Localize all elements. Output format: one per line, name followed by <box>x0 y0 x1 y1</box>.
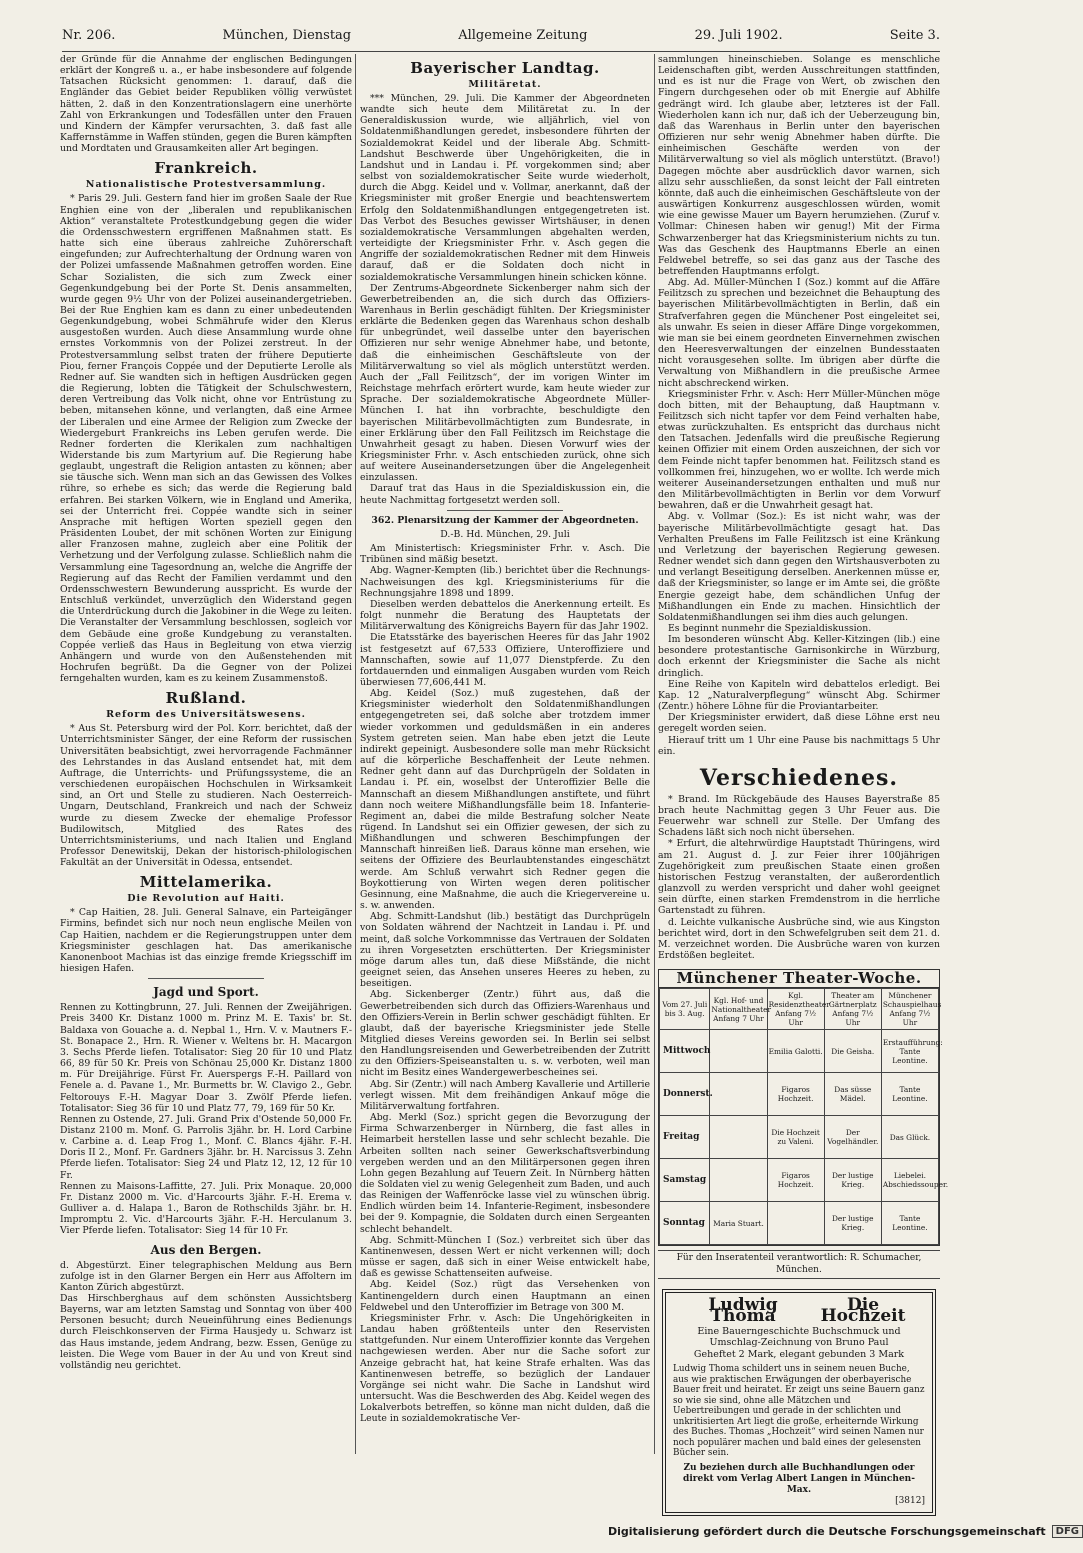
article-text: d. Abgestürzt. Einer telegraphischen Meldung aus Bern zufolge ist in den Glarner Bergen ein Herr aus Affoltern im Kanton Zürich abgestürzt. <box>60 1259 352 1293</box>
article-text: Kriegsminister Frhr. v. Asch: Herr Müller-München möge doch bitten, mit der Behauptung, daß Hauptmann v. Feilitzsch sich nicht tapfer vor dem Feind verhalten habe, etwas zurückzuhalten. Es entspricht das durchaus nicht den Tatsachen. Jedenfalls wird die preußische Regierung keinen Offizier mit einem Orden auszeichnen, der sich vor dem Feinde nicht tapfer benommen hat. Feilitzsch stand es vollkommen frei, hinzugehen, wo er wollte. Ich werde mich weiterer Auseinandersetzungen enthalten und muß nur den Militärbevollmächtigten in Berlin vor dem Vorwurf bewahren, daß er die Unwahrheit gesagt hat. <box>658 388 940 512</box>
issue-number: Nr. 206. <box>62 28 116 43</box>
article-subheading: Militäretat. <box>468 79 542 90</box>
credit-text: Digitalisierung gefördert durch die Deutsche Forschungsgemeinschaft <box>608 1525 1046 1538</box>
theater-cell: Figaros Hochzeit. <box>767 1159 824 1202</box>
section-heading: Verschiedenes. <box>699 764 899 791</box>
article-text: Eine Reihe von Kapiteln wird debattelos erledigt. Bei Kap. 12 „Naturalverpflegung“ wünscht Abg. Schirmer (Zentr.) höhere Löhne für die Proviantarbeiter. <box>658 678 940 713</box>
article-text: Im besonderen wünscht Abg. Keller-Kitzingen (lib.) eine besondere protestantische Garnisonkirche in Würzburg, doch erkennt der Kriegsminister die Sache als nicht dringlich. <box>658 634 940 679</box>
article-text: Der Zentrums-Abgeordnete Sickenberger nahm sich der Gewerbetreibenden an, die sich durch das Offiziers-Warenhaus in Berlin geschädigt fühlten. Der Kriegsminister erklärte die Bedenken gegen das Warenhaus schon deshalb für unbegründet, weil dasselbe unter den bayerischen Offizieren nur sehr wenige Abnehmer habe, und betonte, daß die einheimischen Geschäftsleute von der Militärverwaltung so viel als möglich unterstützt werden. Auch der „Fall Feilitzsch“, der im vorigen Winter im Reichstage mehrfach erörtert wurde, kam heute wieder zur Sprache. Der sozialdemokratische Abgeordnete Müller-München I. hat ihn vorbrachte, beschuldigte den bayerischen Militärbevollmächtigten zum Bundesrate, in einer Erklärung über den Fall Feilitzsch im Reichstage die Unwahrheit gesagt zu haben. Diesen Vorwurf wies der Kriegsminister Frhr. v. Asch entschieden zurück, ohne sich auf weitere Auseinandersetzungen über die Angelegenheit einzulassen. <box>360 282 650 484</box>
theater-cell <box>710 1073 767 1116</box>
theater-cell: Tante Leontine. <box>881 1202 938 1245</box>
column-1 <box>60 54 352 1453</box>
article-text: Der Kriegsminister erwidert, daß diese Löhne erst neu geregelt worden seien. <box>658 712 940 735</box>
page-number: Seite 3. <box>889 28 940 43</box>
article-text: * Aus St. Petersburg wird der Pol. Korr. berichtet, daß der Unterrichtsminister Sänger, der eine Reform der russischen Universitäten beabsichtigt, zwei hervorragende Fachmänner des Lehrstandes in das Ausland entsendet hat, mit dem Auftrage, die Unterrichts- und Prüfungssysteme, die an verschiedenen europäischen Hochschulen in Wirksamkeit sind, an Ort und Stelle zu studieren. Nach Oesterreich-Ungarn, Deutschland, Frankreich und nach der Schweiz wurde zu diesem Zwecke der ehemalige Professor Budilowitsch, Mitglied des Rates des Unterrichtsministeriums, und nach Italien und England Professor Denewitskij, Dekan der historisch-philologischen Fakultät an der Universität in Odessa, entsendet. <box>60 723 352 869</box>
section-heading: Bayerischer Landtag. <box>410 59 600 77</box>
article-text: Abg. Merkl (Soz.) spricht gegen die Bevorzugung der Firma Schwarzenberger in Nürnberg, die fast alles in Heimarbeit herstellen lasse und sehr schlecht bezahle. Die Arbeiten sollten nach seiner Gewerkschaftsverbindung vergeben werden und an den Militärpersonen gegen ihren Lohn gegen Bezahlung auf Teuern Zeit. In Nürnberg hätten die Soldaten viel zu wenig Gelegenheit zum Baden, und auch das Reinigen der Waffenröcke lasse viel zu wünschen übrig. Endlich würden beim 14. Infanterie-Regiment, insbesondere bei der 9. Kompagnie, die Soldaten durch einen Sergeanten schlecht behandelt. <box>360 1112 650 1235</box>
theater-row <box>660 1073 939 1116</box>
race-report: Rennen zu Kottingbrunn, 27. Juli. Rennen der Zweijährigen. Preis 3400 Kr. Distanz 1000 m. Prinz M. E. Taxis' br. St. Baldaxa von Gouache a. d. Nepbal 1., Hrn. V. v. Mautners F.-St. Bonapace 2., Hrn. R. Wiener v. Weltens br. H. Macargon 3. Sechs Pferde liefen. Totalisator: Sieg 20 für 10 und Platz 66, 89 für 50 Kr. Preis von Schönau 25,000 Kr. Distanz 1800 m. Für Dreijährige. Fürst Fr. Auerspergs F.-H. Paillard von Fenele a. d. Pavane 1., Mr. Burmetts br. W. Clavigo 2., Gebr. Feltorouys F.-H. Magyar Doar 3. Zwölf Pferde liefen. Totalisator: Sieg 36 für 10 und Platz 77, 79, 169 für 50 Kr. <box>60 1002 352 1114</box>
theater-header-cell: Kgl. Residenztheater Anfang 7½ Uhr <box>767 989 824 1030</box>
column-3 <box>658 54 949 1506</box>
theater-cell: Der lustige Krieg. <box>824 1159 881 1202</box>
theater-cell <box>710 1030 767 1073</box>
ad-title: Die Hochzeit <box>820 1294 906 1326</box>
theater-cell: Maria Stuart. <box>710 1202 767 1245</box>
theater-table <box>659 988 949 1245</box>
article-subheading: Nationalistische Protestversammlung. <box>85 179 327 191</box>
theater-day: Sonntag <box>660 1202 710 1245</box>
sitting-title: 362. Plenarsitzung der Kammer der Abgeordneten. <box>371 514 639 526</box>
article-text: Abg. Sickenberger (Zentr.) führt aus, daß die Gewerbetreibenden sich durch das Offiziers-Warenhaus und den Offiziers-Verein in Berlin schwer geschädigt fühlten. Er glaubt, daß der bayerische Kriegsminister jede Stelle Mitglied dieses Vereins geworden sei. In Berlin sei selbst den Handlungsreisenden und Gewerbetreibenden der Zutritt zu den Offiziers-Speiseanstalten u. s. w. verboten, weil man nicht im Besitz eines Wandergewerbescheines sei. <box>360 989 650 1079</box>
digitization-credit <box>608 1525 1083 1538</box>
ad-code: [3812] <box>895 1495 925 1506</box>
theater-row <box>660 1159 939 1202</box>
theater-cell: Liebelei. Abschiedssouper. <box>881 1159 938 1202</box>
ad-author: Ludwig Thoma <box>708 1294 778 1326</box>
section-heading: Rußland. <box>165 689 247 708</box>
ad-publisher: Zu beziehen durch alle Buchhandlungen oder direkt vom Verlag Albert Langen in München-Max. <box>683 1462 915 1495</box>
theater-week-box <box>658 969 949 1246</box>
sport-section <box>60 985 352 1371</box>
article-text: Dieselben werden debattelos die Anerkennung erteilt. Es folgt nunmehr die Beratung des Hauptetats der Militärverwaltung des Königreichs Bayern für das Jahr 1902. <box>360 598 650 633</box>
article-text: * Paris 29. Juli. Gestern fand hier im großen Saale der Rue Enghien eine von der „liberalen und republikanischen Aktion“ veranstaltete Protestkundgebung gegen die wider die Ordensschwestern ergriffenen Maßnahmen statt. Es hatte sich eine überaus zahlreiche Zuhörerschaft eingefunden; zur Aufrechterhaltung der Ordnung waren von der Polizei umfassende Maßnahmen getroffen worden. Eine Schar Sozialisten, die sich zum Zweck einer Gegenkundgebung bei der Porte St. Denis ansammelten, wurde gegen 9½ Uhr von der Polizei auseinandergetrieben. Bei der Rue Enghien kam es dann zu einer unbedeutenden Gegenkundgebung, wobei Schmährufe wider den Klerus ausgestoßen wurden. Auch diese Ansammlung wurde ohne ernstes Vorkommnis von der Polizei zerstreut. In der Protestversammlung selbst traten der frühere Deputierte Piou, ferner François Coppée und der Deputierte Lerolle als Redner auf. Sie wandten sich in heftigen Ausdrücken gegen die Regierung, lobten die Tätigkeit der Schulschwestern, deren Vertreibung das Volk nicht, ohne vor Entrüstung zu beben, mitansehen könne, und verlangten, daß eine Armee der Liberalen und eine Armee der Religion zum Zwecke der Wiedergeburt Frankreichs ins Leben gerufen werde. Die Redner forderten die Klerikalen zum nachhaltigen Widerstande bis zum Martyrium auf. Die Regierung habe geglaubt, ungestraft die Religion antasten zu können; aber sie täusche sich. Wenn man sich an das Gewissen des Volkes rühre, so erhebe es sich; das werde die Regierung bald erfahren. Bei starken Völkern, wie in England und Amerika, sei der Unterricht frei. Coppée wandte sich in seiner Ansprache mit heftigen Worten speziell gegen den Präsidenten Loubet, der mit schönen Worten zur Einigung aller Franzosen mahne, zugleich aber eine Politik der Verhetzung und der Verfolgung zulasse. Schließlich nahm die Versammlung eine Tagesordnung an, welche die Angriffe der Regierung auf das Recht der Familien verdammt und den Ordensschwestern Bewunderung ausspricht. Es wurde der Entschluß verkündet, unverzüglich den Widerstand gegen die Unterdrückung durch die Jakobiner in die Wege zu leiten. Die Veranstalter der Versammlung beschlossen, sogleich vor dem Gebäude eine große Kundgebung zu veranstalten. Coppée verließ das Haus in Begleitung von etwa vierzig Anhängern und wurde von den Außenstehenden mit Hochrufen begrüßt. Da die Gegner von der Polizei ferngehalten wurden, kam es zu keinem Zusammenstoß. <box>60 193 352 685</box>
dateline: D.-B. Hd. München, 29. Juli <box>440 528 570 540</box>
theater-cell: Figaros Hochzeit. <box>767 1073 824 1116</box>
ad-body: Ludwig Thoma schildert uns in seinem neuen Buche, aus wie praktischen Erwägungen der oberbayerische Bauer freit und heiratet. Er zeigt uns seine Bauern ganz so wie sie sind, ohne alle Mätzchen und Uebertreibungen und gerade in der schlichten und unkritisierten Art liegt die große, erheiternde Wirkung des Buches. Thomas „Hochzeit“ wird seinen Namen nur noch populärer machen und bald eines der gelesensten Bücher sein. <box>673 1364 925 1459</box>
theater-row <box>660 1202 939 1245</box>
article-text: Am Ministertisch: Kriegsminister Frhr. v. Asch. Die Tribünen sind mäßig besetzt. <box>360 543 650 566</box>
article-text: *** München, 29. Juli. Die Kammer der Abgeordneten wandte sich heute dem Militäretat zu. In der Generaldiskussion wurde, wie alljährlich, viel von Soldatenmißhandlungen geredet, insbesondere führten der Sozialdemokrat Keidel und der liberale Abg. Schmitt-Landshut Beschwerde über Ungehörigkeiten, die in Landshut und in Landau i. Pf. vorgekommen sind; aber selbst von sozialdemokratischer Seite wurde wiederholt, durch die Abgg. Keidel und v. Vollmar, anerkannt, daß der Kriegsminister mit großer Energie und beachtenswertem Erfolg den Soldatenmißhandlungen entgegengetreten ist. Das Verbot des Besuches gewisser Wirtshäuser, in denen sozialdemokratische Versammlungen abgehalten werden, verteidigte der Kriegsminister Frhr. v. Asch gegen die Angriffe der sozialdemokratischen Redner mit dem Hinweis darauf, daß er die Soldaten doch nicht in sozialdemokratische Versammlungen hinein schicken könne. <box>360 93 650 283</box>
theater-cell: Der lustige Krieg. <box>824 1202 881 1245</box>
article-text: sammlungen hineinschieben. Solange es menschliche Leidenschaften gibt, werden Ausschreitungen stattfinden, und es ist nur die Frage von Wert, ob zwischen den Fingern durchgesehen oder ob mit Energie auf Abhilfe gedrängt wird. Ich glaube aber, letzteres ist der Fall. Wiederholen kann ich nur, daß ich der Ueberzeugung bin, daß das Warenhaus in Berlin unter den bayerischen Offizieren nur sehr wenig Abnehmer haben dürfte. Die einheimischen Geschäfte werden von der Militärverwaltung so viel als möglich unterstützt. (Bravo!) Dagegen möchte aber ausdrücklich davor warnen, sich allzu sehr ausschließen, da sonst leicht der Fall eintreten könnte, daß auch die einheimischen Geschäftsleute von der auswärtigen Konkurrenz ausgeschlossen würden, womit wie eine gewisse Mauer um Bayern herumziehen. (Zuruf v. Vollmar: Chinesen haben wir genug!) Mit der Firma Schwarzenberger hat das Kriegsministerium nichts zu tun. Was das Geschenk des Hauptmanns Eberle an einen Feldwebel betreffe, so sei das ganz aus der Tasche des betreffenden Hauptmanns erfolgt. <box>658 54 940 277</box>
theater-day: Mittwoch <box>660 1030 710 1073</box>
theater-header-cell: Münchener Schauspielhaus Anfang 7½ Uhr <box>881 989 938 1030</box>
theater-header-cell: Theater am Gärtnerplatz Anfang 7½ Uhr <box>824 989 881 1030</box>
theater-day: Donnerst. <box>660 1073 710 1116</box>
section-heading: Frankreich. <box>154 159 258 178</box>
theater-header-row <box>660 989 939 1030</box>
theater-cell <box>710 1116 767 1159</box>
section-heading: Aus den Bergen. <box>150 1242 262 1257</box>
book-advertisement <box>662 1289 936 1516</box>
article-text: Abg. Keidel (Soz.) rügt das Versehenken von Kantinengeldern durch einen Hauptmann an einen Feldwebel und den Unteroffizier im Betrage von 300 M. <box>360 1279 650 1313</box>
ad-header <box>673 1294 925 1326</box>
issue-date: 29. Juli 1902. <box>694 28 783 43</box>
article-text: Abg. v. Vollmar (Soz.): Es ist nicht wahr, was der bayerische Militärbevollmächtigte gesagt hat. Das Verhalten Preußens im Falle Feilitzsch ist eine Kränkung und Verletzung der bayerischen Regierung gewesen. Redner wendet sich dann gegen den Wirtshausverboten zu und verlangt Beseitigung derselben. Anerkennen müsse er, daß der Kriegsminister, so lange er im Amte sei, die größte Energie gezeigt habe, dem schändlichen Unfug der Mißhandlungen ein Ende zu machen. Hinsichtlich der Soldatenmißhandlungen sei ihm dies auch gelungen. <box>658 511 940 623</box>
article-text: Hierauf tritt um 1 Uhr eine Pause bis nachmittags 5 Uhr ein. <box>658 734 940 757</box>
column-rule <box>355 54 356 1454</box>
section-heading: Mittelamerika. <box>139 873 273 892</box>
theater-cell: Das Glück. <box>881 1116 938 1159</box>
column-rule <box>654 54 655 1454</box>
theater-cell: Der Vogelhändler. <box>824 1116 881 1159</box>
article-text: * Cap Haitien, 28. Juli. General Salnave, ein Parteigänger Firmins, befindet sich nur noch neun englische Meilen von Cap Haitien, nachdem er die Regierungstruppen unter dem Kriegsminister geschlagen hat. Das amerikanische Kanonenboot Machias ist das einzige fremde Kriegsschiff im hiesigen Hafen. <box>60 907 352 975</box>
responsible-notice: Für den Inseratenteil verantwortlich: R. Schumacher, München. <box>658 1250 940 1278</box>
separator <box>447 510 563 511</box>
article-text: Kriegsminister Frhr. v. Asch: Die Ungehörigkeiten in Landau haben größtenteils unter den Reservisten stattgefunden. Nur einem Unteroffizier konnte das Vergehen nachgewiesen werden. Aber nur die Sache sofort zur Anzeige gebracht hat, hat keine Strafe erhalten. Was das Kantinenwesen betreffe, so bezüglich der Landauer Vorgänge sei nicht wahr. Die Sache in Landshut wird untersucht. Was die Beschwerden des Abg. Keidel wegen des Lokalverbots betreffen, so könne man nicht dulden, daß die Leute in sozialdemokratische Ver- <box>360 1312 650 1425</box>
column-2 <box>360 54 650 1453</box>
article-text: Abg. Sir (Zentr.) will nach Amberg Kavallerie und Artillerie verlegt wissen. Mit dem freihändigen Ankauf möge die Militärverwaltung fortfahren. <box>360 1078 650 1112</box>
dfg-logo-icon: DFG <box>1052 1525 1083 1538</box>
article-text: * Brand. Im Rückgebäude des Hauses Bayerstraße 85 brach heute Nachmittag gegen 3 Uhr Feuer aus. Die Feuerwehr war schnell zur Stelle. Der Umfang des Schadens läßt sich noch nicht übersehen. <box>658 793 940 839</box>
separator <box>148 978 265 979</box>
theater-cell: Erstaufführung: Tante Leontine. <box>881 1030 938 1073</box>
theater-header-cell: Vom 27. Juli bis 3. Aug. <box>660 989 710 1030</box>
theater-cell: Die Geisha. <box>824 1030 881 1073</box>
article-text: Die Etatsstärke des bayerischen Heeres für das Jahr 1902 ist festgesetzt auf 67,533 Offiziere, Unteroffiziere und Mannschaften, sowie auf 11,077 Dienstpferde. Zu den fortdauernden und einmaligen Ausgaben wurden vom Reich überwiesen 77,606,441 M. <box>360 632 650 688</box>
article-text: d. Leichte vulkanische Ausbrüche sind, wie aus Kingston berichtet wird, dort in den Schwefelgruben seit dem 21. d. M. verzeichnet worden. Die Ausbrüche waren von kurzen Erdstößen begleitet. <box>658 916 940 962</box>
theater-day: Samstag <box>660 1159 710 1202</box>
theater-day: Freitag <box>660 1116 710 1159</box>
page-header <box>62 28 940 52</box>
article-text: Abg. Wagner-Kempten (lib.) berichtet über die Rechnungs-Nachweisungen des kgl. Kriegsministeriums für die Rechnungsjahre 1898 und 1899. <box>360 565 650 599</box>
ad-price: Geheftet 2 Mark, elegant gebunden 3 Mark <box>693 1348 905 1360</box>
paper-title: Allgemeine Zeitung <box>458 28 588 43</box>
article-text: Es beginnt nunmehr die Spezialdiskussion. <box>668 622 872 634</box>
article-text: Abg. Schmitt-München I (Soz.) verbreitet sich über das Kantinenwesen, dessen Wert er nicht verkennen will; doch müsse er sagen, daß sich in einer Weise entwickelt habe, daß es gewisse Schattenseiten aufweise. <box>360 1234 650 1280</box>
theater-cell: Tante Leontine. <box>881 1073 938 1116</box>
theater-cell: Emilia Galotti. <box>767 1030 824 1073</box>
article-text: Abg. Keidel (Soz.) muß zugestehen, daß der Kriegsminister wiederholt den Soldatenmißhandlungen entgegengetreten sei, daß solche aber trotzdem immer wieder vorkommen und geduldsmäßen in ein anderes System getreten seien. Man habe eben jetzt die Leute indirekt gepeinigt. Ausbesondere solle man mehr Rücksicht auf die körperliche Beschaffenheit der Leute nehmen. Redner geht dann auf das Durchprügeln der Soldaten in Landau i. Pf. ein, woselbst der Unteroffizier Belle die Mannschaft an diesem Mißhandlungen anstiftete, und führt dann noch weitere Mißhandlungsfälle beim 18. Infanterie-Regiment an, dabei die milde Bestrafung solcher Neate rügend. In Landshut sei ein Offizier gewesen, der sich zu Mißhandlungen und schweren Beschimpfungen der Mannschaft hinreißen ließ. Daraus könne man ersehen, wie seitens der Offiziere des Beurlaubtenstandes eingeschätzt werde. Am Schluß verwahrt sich Redner gegen die Boykottierung von Wirten wegen deren politischer Gesinnung, eine Maßnahme, die auch die Kriegervereine u. s. w. anwenden. <box>360 688 650 912</box>
theater-cell: Das süsse Mädel. <box>824 1073 881 1116</box>
article-text: Das Hirschberghaus auf dem schönsten Aussichtsberg Bayerns, war am letzten Samstag und Sonntag von über 400 Personen besucht; durch Neueinführung eines Bedienungs durch Fleischkonserven der Firma Hausjedy u. Schwarz ist das Haus imstande, jedem Andrang, bezw. Essen, Genüge zu leisten. Die Wege vom Bauer in der Au und von Kreut sind vollständig neu gerichtet. <box>60 1293 352 1371</box>
article-text: Abg. Ad. Müller-München I (Soz.) kommt auf die Affäre Feilitzsch zu sprechen und bezeichnet die Behauptung des bayerischen Militärbevollmächtigten in Berlin, daß ein Strafverfahren gegen die Münchener Post eingeleitet sei, als unwahr. Es seien in dieser Affäre Dinge vorgekommen, wie man sie bei einem geordneten Einvernehmen zwischen den Heeresverwaltungen der einzelnen Bundesstaaten nicht vorausgesehen sollte. Im übrigen aber dürfte die Verwaltung von Mißhandlern in die preußische Armee nicht abschreckend wirken. <box>658 277 940 389</box>
race-report: Rennen zu Ostende, 27. Juli. Grand Prix d'Ostende 50,000 Fr. Distanz 2100 m. Monf. G. Parrolis 3jähr. br. H. Lord Carbine v. Carbine a. d. Leap Frog 1., Monf. C. Blancs 4jähr. F.-H. Doris II 2., Monf. Fr. Gardners 3jähr. br. H. Narcissus 3. Zehn Pferde liefen. Totalisator: Sieg 24 und Platz 12, 12, 12 für 10 Fr. <box>60 1113 352 1181</box>
theater-title: Münchener Theater-Woche. <box>659 970 939 988</box>
article-text: der Gründe für die Annahme der englischen Bedingungen erklärt der Kongreß u. a., er habe insbesondere auf folgende Tatsachen Rücksicht genommen: 1. darauf, daß die Engländer das Gebiet beider Republiken völlig verwüstet hätten, 2. daß in den Konzentrationslagern eine unerhörte Zahl von Erkrankungen und Todesfällen unter den Frauen und Kindern der Kämpfer verursachten, 3. daß fast alle Kaffernstämme in Waffen stünden, gegen die Buren kämpften und Mordtaten und Grausamkeiten aller Art begingen. <box>60 54 352 155</box>
article-text: Darauf trat das Haus in die Spezialdiskussion ein, die heute Nachmittag fortgesetzt werden soll. <box>360 483 650 506</box>
place-day: München, Dienstag <box>222 28 352 43</box>
article-text: * Erfurt, die altehrwürdige Hauptstadt Thüringens, wird am 21. August d. J. zur Feier ihrer 100jährigen Zugehörigkeit zum preußischen Staate einen großen historischen Festzug veranstalten, der außerordentlich glanzvoll zu werden verspricht und daher wohl geeignet sein dürfte, einen starken Fremdenstrom in die herrliche Gartenstadt zu führen. <box>658 838 940 917</box>
theater-cell <box>767 1202 824 1245</box>
theater-row <box>660 1030 939 1073</box>
theater-cell <box>710 1159 767 1202</box>
theater-header-cell: Kgl. Hof- und Nationaltheater Anfang 7 Uhr <box>710 989 767 1030</box>
race-report: Rennen zu Maisons-Laffitte, 27. Juli. Prix Monaque. 20,000 Fr. Distanz 2000 m. Vic. d'Harcourts 3jähr. F.-H. Erema v. Gulliver a. d. Halapa 1., Baron de Rothschilds 3jähr. br. H. Impromptu 2. Vic. d'Harcourts 3jähr. F.-H. Herculanum 3. Vier Pferde liefen. Totalisator: Sieg 14 für 10 Fr. <box>60 1180 352 1237</box>
theater-cell: Die Hochzeit zu Valeni. <box>767 1116 824 1159</box>
ad-subtitle: Eine Bauerngeschichte Buchschmuck und Umschlag-Zeichnung von Bruno Paul <box>697 1325 901 1349</box>
article-subheading: Reform des Universitätswesens. <box>106 709 306 721</box>
theater-row <box>660 1116 939 1159</box>
article-text: Abg. Schmitt-Landshut (lib.) bestätigt das Durchprügeln von Soldaten während der Nachtzeit in Landau i. Pf. und meint, daß solche Vorkommnisse das Vertrauen der Soldaten zu ihren Vorgesetzten erschütterten. Der Kriegsminister möge darum alles tun, daß diese Mißstände, die nicht geeignet seien, das Ansehen unseres Heeres zu heben, zu beseitigen. <box>360 911 650 990</box>
article-subheading: Die Revolution auf Haiti. <box>127 893 285 905</box>
section-heading: Jagd und Sport. <box>153 985 259 1000</box>
